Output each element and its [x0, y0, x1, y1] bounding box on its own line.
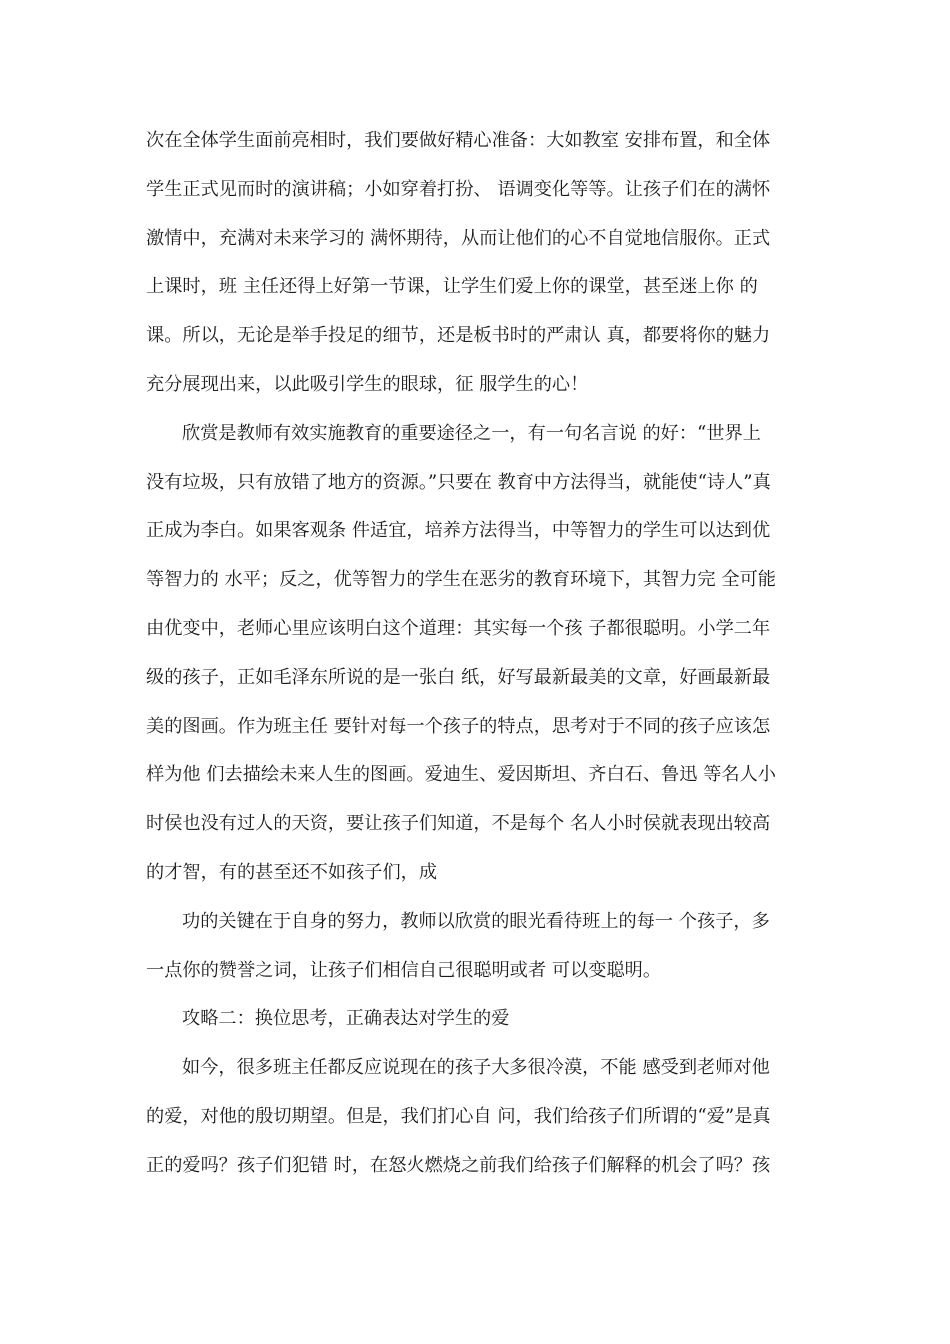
text-line: 正成为李白。如果客观条 件适宜，培养方法得当，中等智力的学生可以达到优	[146, 520, 771, 542]
text-line: 欣赏是教师有效实施教育的重要途径之一，有一句名言说 的好：“世界上	[182, 422, 761, 444]
text-line: 攻略二：换位思考，正确表达对学生的爱	[182, 1008, 510, 1030]
text-line: 如今，很多班主任都反应说现在的孩子大多很冷漠，不能 感受到老师对他	[182, 1057, 770, 1079]
text-line: 的爱，对他的殷切期望。但是，我们扪心自 问，我们给孩子们所谓的“爱”是真	[146, 1105, 771, 1127]
document-body	[146, 117, 816, 1191]
text-line: 正的爱吗？孩子们犯错 时，在怒火燃烧之前我们给孩子们解释的机会了吗？孩	[146, 1154, 771, 1176]
text-line: 一点你的赞誉之词，让孩子们相信自己很聪明或者 可以变聪明。	[146, 959, 662, 981]
text-line: 功的关键在于自身的努力，教师以欣赏的眼光看待班上的每一 个孩子，多	[182, 910, 770, 932]
text-line: 没有垃圾，只有放错了地方的资源。”只要在 教育中方法得当，就能使“诗人”真	[146, 471, 771, 493]
text-line: 时侯也没有过人的天资，要让孩子们知道，不是每个 名人小时侯就表现出较高	[146, 813, 771, 835]
text-line: 上课时，班 主任还得上好第一节课，让学生们爱上你的课堂，甚至迷上你 的	[146, 276, 758, 298]
text-line: 的才智，有的甚至还不如孩子们，成	[146, 861, 438, 883]
text-line: 次在全体学生面前亮相时，我们要做好精心准备：大如教室 安排布置，和全体	[146, 130, 771, 151]
text-line: 课。所以，无论是举手投足的细节，还是板书时的严肃认 真，都要将你的魅力	[146, 325, 771, 347]
text-line: 激情中，充满对未来学习的 满怀期待，从而让他们的心不自觉地信服你。正式	[146, 227, 771, 249]
text-line: 美的图画。作为班主任 要针对每一个孩子的特点，思考对于不同的孩子应该怎	[146, 715, 771, 737]
text-line: 样为他 们去描绘未来人生的图画。爱迪生、爱因斯坦、齐白石、鲁迅 等名人小	[146, 764, 776, 786]
text-line: 充分展现出来，以此吸引学生的眼球，征 服学生的心！	[146, 373, 589, 395]
text-line: 学生正式见而时的演讲稿；小如穿着打扮、 语调变化等等。让孩子们在的满怀	[146, 178, 771, 200]
text-line: 级的孩子，正如毛泽东所说的是一张白 纸，好写最新最美的文章，好画最新最	[146, 666, 771, 688]
text-line: 由优变中，老师心里应该明白这个道理：其实每一个孩 子都很聪明。小学二年	[146, 617, 771, 639]
text-line: 等智力的 水平；反之，优等智力的学生在恶劣的教育环境下，其智力完 全可能	[146, 569, 776, 591]
